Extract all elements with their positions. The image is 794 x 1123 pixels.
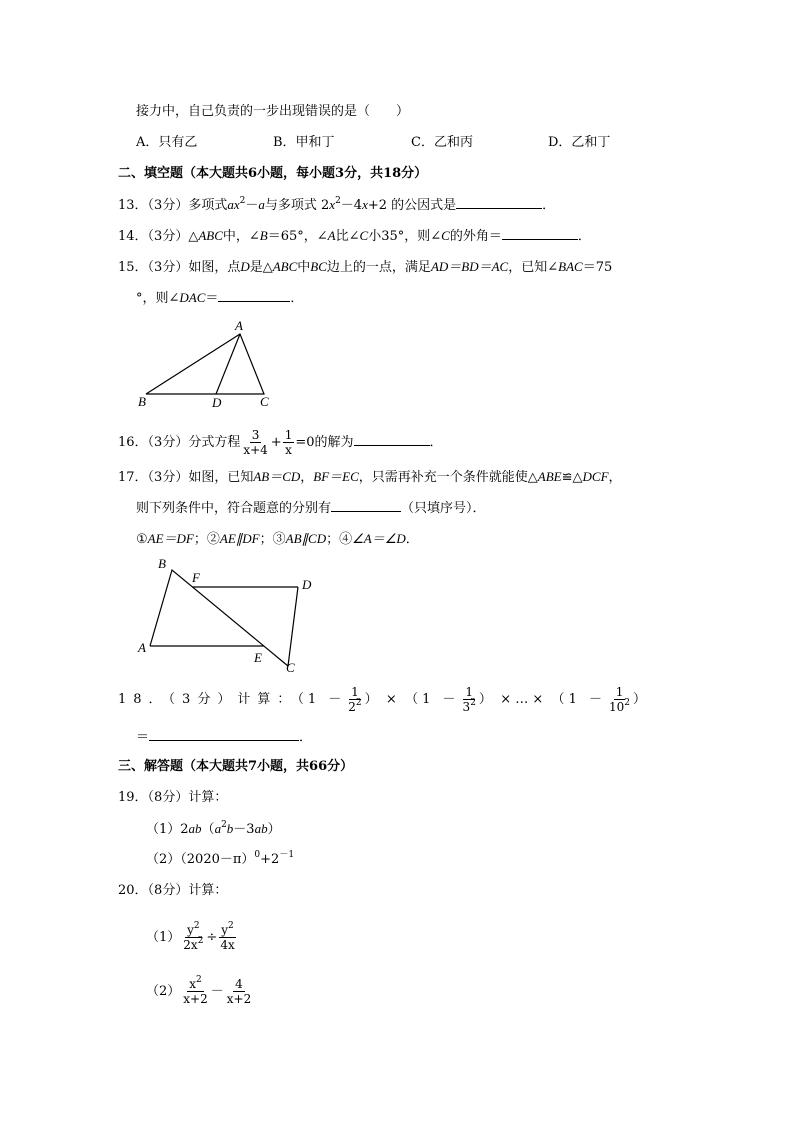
question-20-part1: （1） $\frac{y^2}{2x^2}$ ÷ $\frac{y^2}{4x}$ [146, 921, 235, 952]
q12-option-d: D．乙和丁 [548, 135, 611, 150]
label-d: D [302, 577, 312, 592]
question-13: 13．（3分）多项式$ax^2-a$与多项式 $2x^2-4x+2$ 的公因式是 ． [118, 196, 556, 213]
section-solve-title: 三、解答题（本大题共7小题，共66分） [118, 759, 354, 774]
question-20-part2: （2） $\frac{x^2}{x+2}$ － $\frac{4}{x+2}$ [146, 975, 252, 1006]
label-f: F [192, 570, 200, 585]
label-a: A [138, 640, 146, 655]
answer-blank[interactable] [218, 289, 290, 302]
figure-15-triangle [130, 318, 280, 410]
question-16: 16．（3分）分式方程 $\frac{3}{x+4}$ + $\frac{1}{x}$ =0的解为 ． [118, 428, 443, 457]
section-fill-in-title: 二、填空题（本大题共6小题，每小题3分，共18分） [118, 166, 428, 181]
question-17-options: ①AE＝DF；②AE∥DF；③AB∥CD；④∠A＝∠D． [136, 531, 419, 547]
question-19-part2: $(2)(2020-\pi)^0+2^{-1}$ [146, 850, 295, 867]
answer-blank[interactable] [354, 433, 430, 446]
question-18: 18．（3分）计算：（1 － $\frac{1}{2^2}$ ） × （1 － $\frac{1}{3^2}$ ） × … × （1 － $\frac{1}{10^2}$ ） [118, 685, 647, 714]
label-d: D [212, 395, 222, 410]
answer-blank[interactable] [149, 728, 299, 741]
answer-blank[interactable] [456, 196, 542, 209]
question-18-answer: ＝ ． [136, 730, 313, 745]
label-c: C [286, 660, 295, 675]
question-15-line2: °，则∠DAC＝ ． [136, 290, 304, 306]
question-19: 19．（8分）计算： [118, 790, 228, 805]
question-20: 20．（8分）计算： [118, 883, 228, 898]
q12-option-b: B．甲和丁 [273, 135, 335, 150]
question-17-line2: 则下列条件中，符合题意的分别有 （只填序号）． [136, 501, 486, 516]
answer-blank[interactable] [502, 227, 578, 240]
question-15-line1: 15．（3分）如图，点D是△ABC中BC边上的一点，满足AD＝BD＝AC，已知∠BAC＝75 [118, 259, 613, 275]
label-a: A [235, 318, 243, 333]
q12-option-a: A．只有乙 [136, 135, 198, 150]
label-e: E [254, 650, 262, 665]
question-19-part1: $(1)2ab(a^2b-3ab)$ [146, 820, 281, 837]
label-c: C [260, 394, 269, 409]
q12-option-c: C．乙和丙 [411, 135, 473, 150]
question-17-line1: 17．（3分）如图，已知AB＝CD，BF＝EC，只需再补充一个条件就能使△ABE≌△DCF， [118, 469, 622, 485]
figure-17-quadrilateral [130, 554, 330, 678]
label-b: B [138, 394, 146, 409]
label-b: B [158, 556, 166, 571]
q12-stem: 接力中，自己负责的一步出现错误的是（ ） [136, 104, 410, 119]
question-14: 14．（3分）△ABC中，∠B＝65°，∠A比∠C小35°，则∠C的外角＝ ． [118, 228, 591, 244]
answer-blank[interactable] [331, 499, 401, 512]
